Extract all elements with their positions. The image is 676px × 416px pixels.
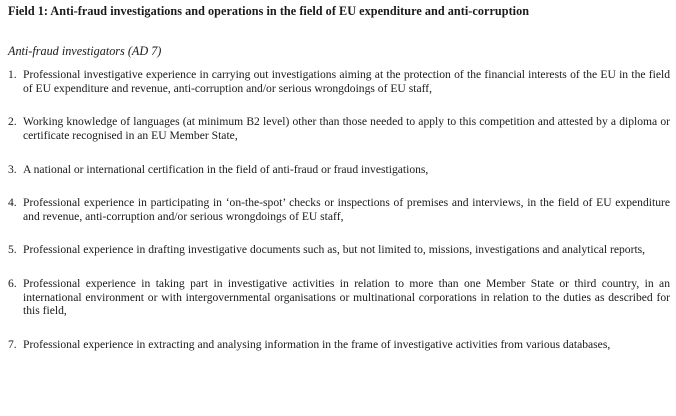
requirement-number: 1. [8, 68, 17, 82]
requirement-text: Professional experience in taking part in investigative activities in relation to more than one Member State or third country, in an international environment or with intergovernmental organisations or multinational corporations in relation to the duties as described for this field, [23, 276, 670, 318]
requirement-text: Professional experience in extracting and analysing information in the frame of investigative activities from various databases, [23, 337, 611, 351]
requirement-text: Working knowledge of languages (at minimum B2 level) other than those needed to apply to this competition and attested by a diploma or certificate recognised in an EU Member State, [23, 115, 670, 142]
requirement-item [8, 163, 670, 177]
requirement-text: Professional experience in participating in ‘on-the-spot’ checks or inspections of premises and interviews, in the field of EU expenditure and revenue, anti-corruption and/or serious wrongdoings of EU staff, [23, 196, 670, 223]
requirement-item [8, 243, 670, 257]
requirement-item [8, 338, 670, 352]
requirement-text: Professional experience in drafting investigative documents such as, but not limited to, missions, investigations and analytical reports, [23, 243, 646, 257]
section-title: Anti-fraud investigators (AD 7) [8, 43, 162, 58]
requirements-list [8, 68, 670, 351]
requirement-number: 4. [8, 196, 17, 210]
requirement-number: 2. [8, 115, 17, 129]
requirement-text: Professional investigative experience in carrying out investigations aiming at the protection of the financial interests of the EU in the field of EU expenditure and revenue, anti-corruption and/or serious wrongdoings of EU staff, [23, 68, 670, 95]
field-title: Field 1: Anti-fraud investigations and operations in the field of EU expenditure and anti-corruption [8, 4, 530, 18]
requirement-item [8, 68, 670, 95]
requirement-item [8, 196, 670, 223]
requirement-text: A national or international certification in the field of anti-fraud or fraud investigations, [23, 162, 429, 176]
requirement-number: 7. [8, 337, 17, 351]
requirement-number: 5. [8, 243, 17, 257]
requirement-item [8, 115, 670, 142]
requirement-number: 3. [8, 162, 17, 176]
requirement-item [8, 277, 670, 318]
requirement-number: 6. [8, 276, 17, 290]
